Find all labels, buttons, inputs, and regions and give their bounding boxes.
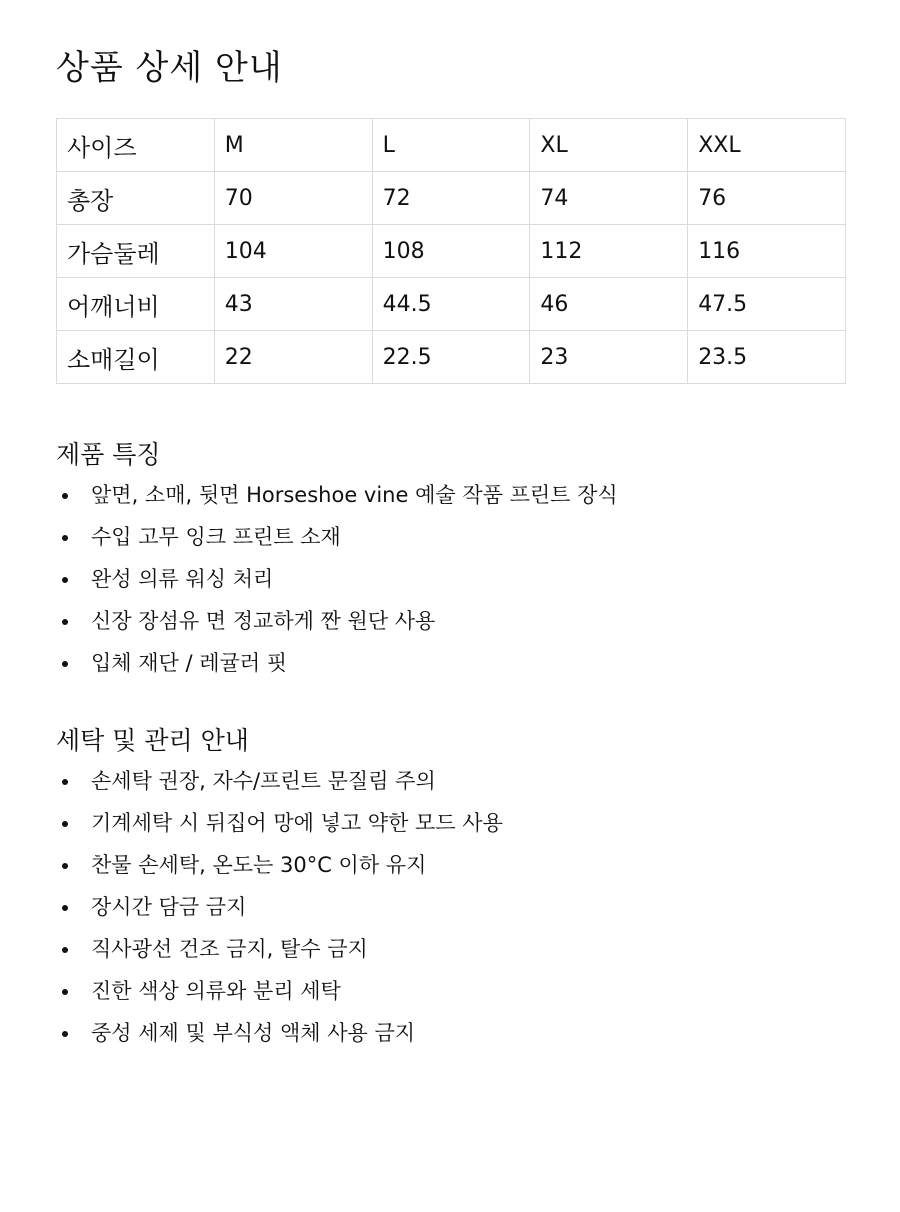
bullet-icon	[62, 1031, 68, 1037]
list-item	[56, 802, 856, 844]
list-item-text: 찬물 손세탁, 온도는 30°C 이하 유지	[91, 853, 427, 877]
table-cell: 23.5	[688, 331, 846, 384]
table-cell: M	[214, 119, 372, 172]
list-item-text: 중성 세제 및 부식성 액체 사용 금지	[91, 1021, 416, 1045]
bullet-icon	[62, 863, 68, 869]
list-item-text: 신장 장섬유 면 정교하게 짠 원단 사용	[91, 609, 436, 633]
size-table	[56, 118, 846, 384]
table-cell: 47.5	[688, 278, 846, 331]
list-item	[56, 600, 856, 642]
features-heading: 제품 특징	[56, 440, 161, 469]
page-title: 상품 상세 안내	[56, 48, 283, 88]
table-row	[57, 172, 846, 225]
table-cell: 70	[214, 172, 372, 225]
table-row	[57, 225, 846, 278]
bullet-icon	[62, 821, 68, 827]
table-cell: 44.5	[372, 278, 530, 331]
table-cell: XL	[530, 119, 688, 172]
table-cell: 어깨너비	[57, 278, 215, 331]
table-cell: 46	[530, 278, 688, 331]
table-cell: 108	[372, 225, 530, 278]
care-heading: 세탁 및 관리 안내	[56, 726, 249, 755]
list-item	[56, 928, 856, 970]
table-cell: XXL	[688, 119, 846, 172]
table-cell: L	[372, 119, 530, 172]
table-cell: 116	[688, 225, 846, 278]
list-item-text: 수입 고무 잉크 프린트 소재	[91, 525, 341, 549]
bullet-icon	[62, 661, 68, 667]
table-cell: 소매길이	[57, 331, 215, 384]
bullet-icon	[62, 535, 68, 541]
table-cell: 23	[530, 331, 688, 384]
list-item	[56, 642, 856, 684]
bullet-icon	[62, 947, 68, 953]
table-cell: 43	[214, 278, 372, 331]
bullet-icon	[62, 577, 68, 583]
list-item	[56, 844, 856, 886]
table-cell: 76	[688, 172, 846, 225]
table-cell: 가슴둘레	[57, 225, 215, 278]
table-cell: 22.5	[372, 331, 530, 384]
list-item-text: 진한 색상 의류와 분리 세탁	[91, 979, 341, 1003]
list-item	[56, 516, 856, 558]
bullet-icon	[62, 989, 68, 995]
table-cell: 112	[530, 225, 688, 278]
list-item-text: 손세탁 권장, 자수/프린트 문질림 주의	[91, 769, 436, 793]
bullet-icon	[62, 779, 68, 785]
list-item-text: 직사광선 건조 금지, 탈수 금지	[91, 937, 368, 961]
table-row	[57, 331, 846, 384]
list-item-text: 기계세탁 시 뒤집어 망에 넣고 약한 모드 사용	[91, 811, 503, 835]
list-item	[56, 558, 856, 600]
list-item	[56, 1012, 856, 1054]
table-cell: 22	[214, 331, 372, 384]
bullet-icon	[62, 493, 68, 499]
table-row	[57, 278, 846, 331]
table-cell: 사이즈	[57, 119, 215, 172]
list-item	[56, 886, 856, 928]
table-cell: 72	[372, 172, 530, 225]
list-item	[56, 760, 856, 802]
list-item	[56, 474, 856, 516]
table-cell: 104	[214, 225, 372, 278]
care-list	[56, 760, 856, 1054]
features-list	[56, 474, 856, 684]
table-header-row	[57, 119, 846, 172]
list-item-text: 앞면, 소매, 뒷면 Horseshoe vine 예술 작품 프린트 장식	[91, 483, 618, 507]
list-item-text: 완성 의류 워싱 처리	[91, 567, 274, 591]
table-cell: 74	[530, 172, 688, 225]
list-item	[56, 970, 856, 1012]
bullet-icon	[62, 905, 68, 911]
table-cell: 총장	[57, 172, 215, 225]
list-item-text: 입체 재단 / 레귤러 핏	[91, 651, 288, 675]
list-item-text: 장시간 담금 금지	[91, 895, 247, 919]
bullet-icon	[62, 619, 68, 625]
